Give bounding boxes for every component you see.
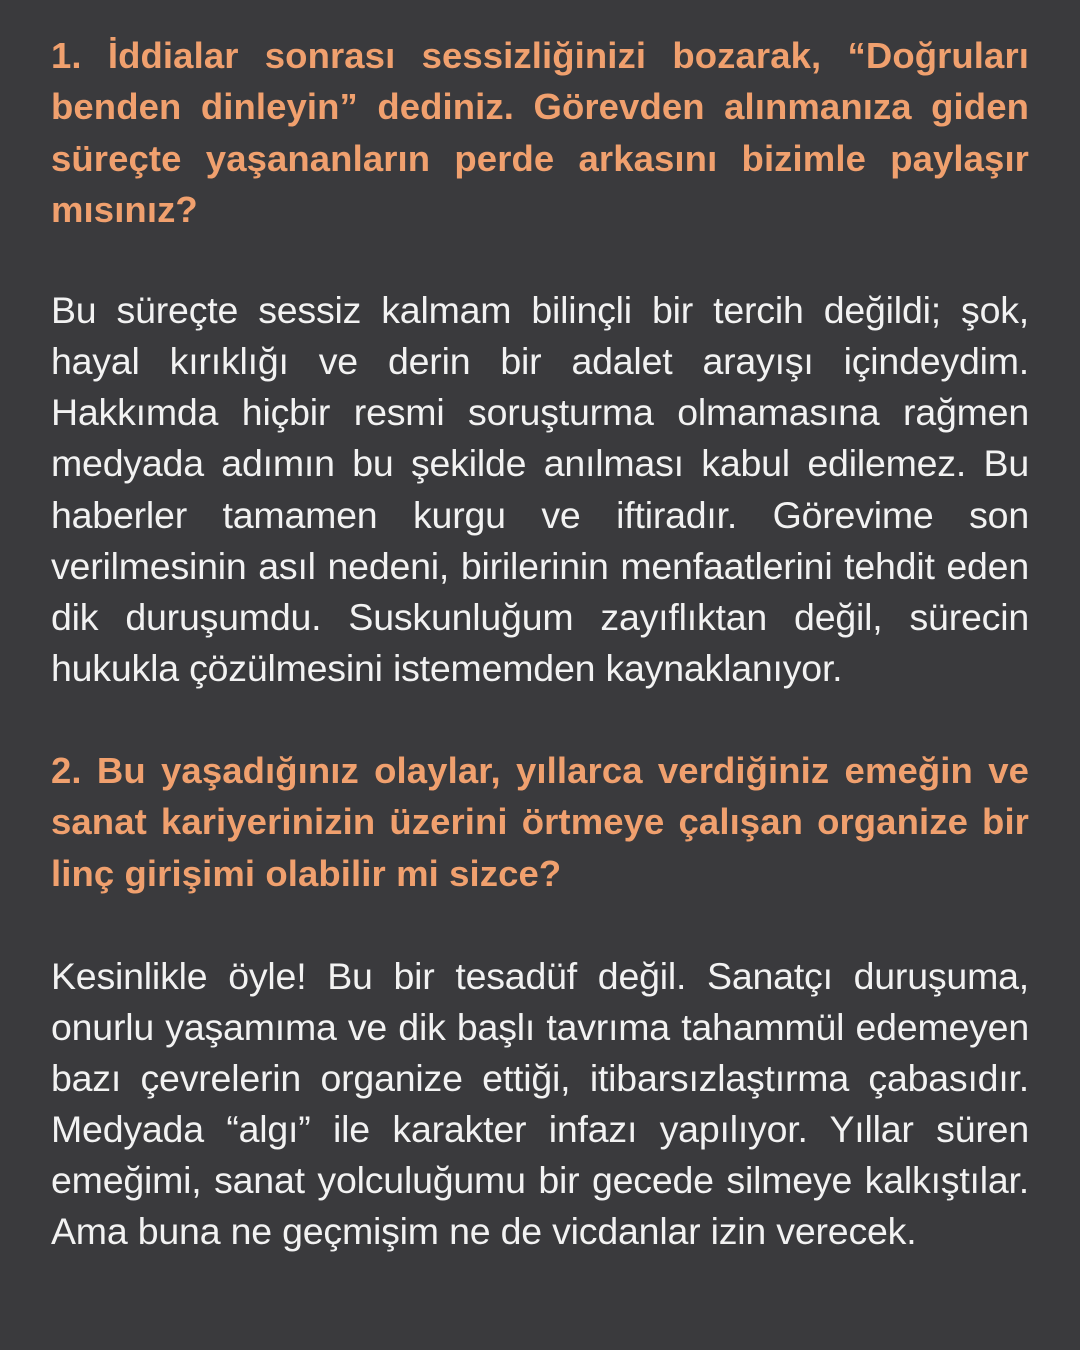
answer-2: Kesinlikle öyle! Bu bir tesadüf değil. Sanatçı duruşuma, onurlu yaşamıma ve dik başlı tavrıma tahammül edemeyen bazı çevrelerin organize ettiği, itibarsızlaştırma çabasıdır. Medyada “algı” ile karakter infazı yapılıyor. Yıllar süren emeğimi, sanat yolculuğumu bir gecede silmeye kalkıştılar. Ama buna ne geçmişim ne de vicdanlar izin verecek. <box>51 954 1029 1253</box>
question-1: 1. İddialar sonrası sessizliğinizi bozarak, “Doğruları benden dinleyin” dediniz. Görevden alınmanıza giden süreçte yaşananların perde arkasını bizimle paylaşır mısınız? <box>51 35 1029 230</box>
question-2: 2. Bu yaşadığınız olaylar, yıllarca verdiğiniz emeğin ve sanat kariyerinizin üzerini örtmeye çalışan organize bir linç girişimi olabilir mi sizce? <box>51 749 1029 894</box>
answer-1: Bu süreçte sessiz kalmam bilinçli bir tercih değildi; şok, hayal kırıklığı ve derin bir adalet arayışı içindeydim. Hakkımda hiçbir resmi soruşturma olmamasına rağmen medyada adımın bu şekilde anılması kabul edilemez. Bu haberler tamamen kurgu ve iftiradır. Görevime son verilmesinin asıl nedeni, birilerinin menfaatlerini tehdit eden dik duruşumdu. Suskunluğum zayıflıktan değil, sürecin hukukla çözülmesini istememden kaynaklanıyor. <box>51 289 1029 689</box>
